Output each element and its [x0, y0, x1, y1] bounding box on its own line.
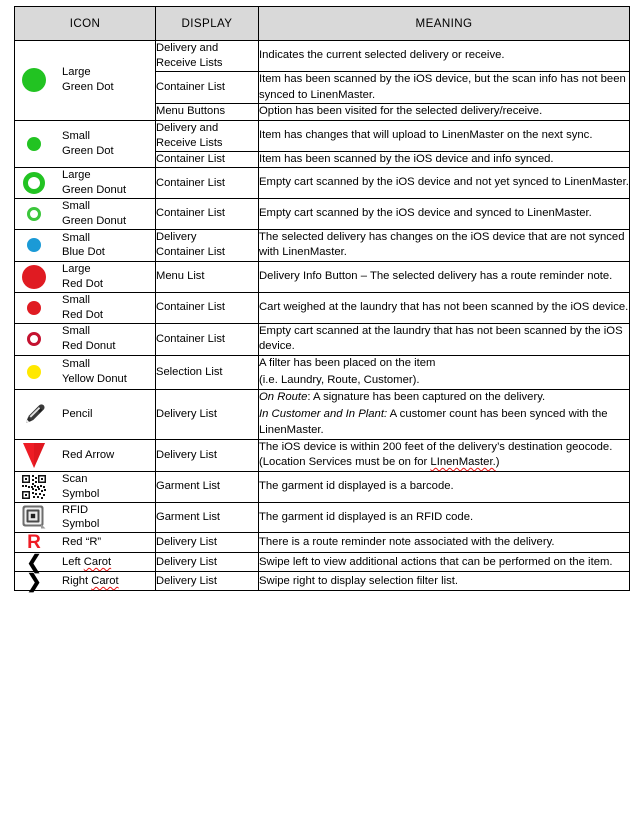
meaning-cell: Indicates the current selected delivery or receive. [259, 41, 630, 72]
small-red-donut-icon [15, 332, 53, 346]
table-row [15, 292, 630, 323]
icon-label: Small Green Dot [62, 130, 114, 158]
display-cell: Delivery List [156, 572, 259, 591]
column-header-icon: ICON [15, 7, 156, 41]
right-caret-icon [15, 572, 53, 590]
table-row [15, 572, 630, 591]
red-letter-r-icon [15, 533, 53, 552]
display-cell: Delivery Container List [156, 229, 259, 261]
icon-cell-red-arrow [15, 439, 156, 471]
icon-cell-large-green-dot [15, 41, 156, 121]
meaning-line: In Customer and In Plant: A customer count has been synced with the LinenMaster. [259, 408, 608, 437]
icon-label: Red “R” [62, 536, 102, 549]
icon-cell-small-blue-dot [15, 229, 156, 261]
meaning-cell: Swipe right to display selection filter list. [259, 572, 630, 591]
table-row [15, 229, 630, 261]
rfid-symbol-icon [15, 504, 53, 530]
small-green-dot-icon [15, 137, 53, 151]
meaning-cell: Item has changes that will upload to LinenMaster on the next sync. [259, 120, 630, 151]
large-green-dot-icon [15, 68, 53, 92]
table-row [15, 168, 630, 199]
table-row [15, 262, 630, 293]
icon-cell-large-red-dot [15, 262, 156, 293]
table-row [15, 120, 630, 151]
spellcheck-misspelled-word: LInenMaster. [430, 456, 496, 469]
display-cell: Garment List [156, 502, 259, 533]
small-red-dot-icon [15, 301, 53, 315]
meaning-cell: Cart weighed at the laundry that has not been scanned by the iOS device. [259, 292, 630, 323]
emphasis-on-route: On Route [259, 390, 308, 403]
icon-label: Large Green Dot [62, 66, 114, 94]
icon-cell-red-letter-r [15, 533, 156, 553]
red-letter-r-glyph: R [27, 532, 41, 554]
display-cell: Container List [156, 168, 259, 199]
meaning-line: (i.e. Laundry, Route, Customer). [259, 374, 420, 387]
display-cell: Garment List [156, 471, 259, 502]
icon-label: Right Carot [62, 574, 119, 587]
display-cell: Delivery and Receive Lists [156, 41, 259, 72]
meaning-cell: The garment id displayed is a barcode. [259, 471, 630, 502]
display-cell: Delivery List [156, 553, 259, 572]
icon-label: Small Red Dot [62, 293, 104, 321]
table-row [15, 553, 630, 572]
table-row [15, 502, 630, 533]
icon-cell-rfid-symbol [15, 502, 156, 533]
scan-symbol-icon [15, 474, 53, 500]
table-row [15, 439, 630, 471]
meaning-cell [259, 355, 630, 389]
left-caret-icon [15, 553, 53, 571]
icon-label: Left Carot [62, 555, 112, 568]
icon-cell-small-yellow-donut [15, 355, 156, 389]
meaning-cell: The iOS device is within 200 feet of the delivery’s destination geocode. (Location Services must be on for LInenMaster.) [259, 439, 630, 471]
display-cell: Container List [156, 323, 259, 355]
display-cell: Menu List [156, 262, 259, 293]
table-row [15, 41, 630, 72]
meaning-cell: The garment id displayed is an RFID code. [259, 502, 630, 533]
display-cell: Container List [156, 151, 259, 168]
spellcheck-misspelled-word: Carot [83, 555, 112, 568]
table-row [15, 389, 630, 439]
column-header-display: DISPLAY [156, 7, 259, 41]
icon-cell-pencil [15, 389, 156, 439]
icon-label: Small Green Donut [62, 200, 127, 227]
display-cell: Menu Buttons [156, 104, 259, 121]
large-green-donut-icon [15, 172, 53, 194]
small-blue-dot-icon [15, 238, 53, 252]
left-caret-glyph: ❮ [26, 551, 42, 573]
display-cell: Container List [156, 199, 259, 230]
icon-cell-scan-symbol [15, 471, 156, 502]
meaning-cell: There is a route reminder note associated with the delivery. [259, 533, 630, 553]
small-green-donut-icon [15, 207, 53, 221]
meaning-cell: Delivery Info Button – The selected delivery has a route reminder note. [259, 262, 630, 293]
icon-label: Red Arrow [62, 448, 115, 461]
icon-label: Large Green Donut [62, 169, 127, 197]
icon-cell-small-green-dot [15, 120, 156, 168]
right-caret-glyph: ❯ [26, 570, 42, 592]
icon-label: Small Yellow Donut [62, 358, 127, 386]
icon-label: Small Blue Dot [62, 231, 105, 259]
icon-cell-large-green-donut [15, 168, 156, 199]
meaning-cell: Empty cart scanned by the iOS device and synced to LinenMaster. [259, 199, 630, 230]
meaning-cell: Item has been scanned by the iOS device, but the scan info has not been synced to LinenMaster. [259, 72, 630, 104]
display-cell: Selection List [156, 355, 259, 389]
table-row [15, 323, 630, 355]
display-cell: Container List [156, 292, 259, 323]
icon-cell-small-green-donut [15, 199, 156, 230]
icon-label: Large Red Dot [62, 263, 104, 290]
meaning-cell: Item has been scanned by the iOS device and info synced. [259, 151, 630, 168]
meaning-cell: The selected delivery has changes on the iOS device that are not synced with LinenMaster. [259, 229, 630, 261]
icon-cell-small-red-dot [15, 292, 156, 323]
table-row [15, 533, 630, 553]
meaning-cell [259, 389, 630, 439]
small-yellow-donut-icon [15, 365, 53, 379]
emphasis-in-customer-in-plant: In Customer and In Plant: [259, 408, 388, 421]
icon-cell-left-caret [15, 553, 156, 572]
meaning-cell: Empty cart scanned by the iOS device and not yet synced to LinenMaster. [259, 168, 630, 199]
display-cell: Delivery and Receive Lists [156, 120, 259, 151]
table-header-row [15, 7, 630, 41]
large-red-dot-icon [15, 265, 53, 289]
meaning-line: A filter has been placed on the item [259, 356, 436, 369]
display-cell: Container List [156, 72, 259, 104]
red-arrow-icon [15, 440, 53, 470]
display-cell: Delivery List [156, 439, 259, 471]
display-cell: Delivery List [156, 389, 259, 439]
meaning-cell: Swipe left to view additional actions that can be performed on the item. [259, 553, 630, 572]
table-row [15, 471, 630, 502]
icon-label: RFID Symbol [62, 503, 100, 531]
icon-cell-small-red-donut [15, 323, 156, 355]
icon-label: Scan Symbol [62, 472, 100, 500]
icon-legend-table [14, 6, 630, 591]
column-header-meaning: MEANING [259, 7, 630, 41]
icon-label: Small Red Donut [62, 325, 116, 353]
meaning-cell: Option has been visited for the selected delivery/receive. [259, 104, 630, 121]
icon-label: Pencil [62, 407, 93, 420]
pencil-icon [15, 400, 53, 428]
meaning-line: On Route: A signature has been captured on the delivery. [259, 390, 546, 403]
display-cell: Delivery List [156, 533, 259, 553]
icon-cell-right-caret [15, 572, 156, 591]
meaning-cell: Empty cart scanned at the laundry that has not been scanned by the iOS device. [259, 323, 630, 355]
table-row [15, 199, 630, 230]
table-row [15, 355, 630, 389]
spellcheck-misspelled-word: Carot [91, 574, 119, 587]
